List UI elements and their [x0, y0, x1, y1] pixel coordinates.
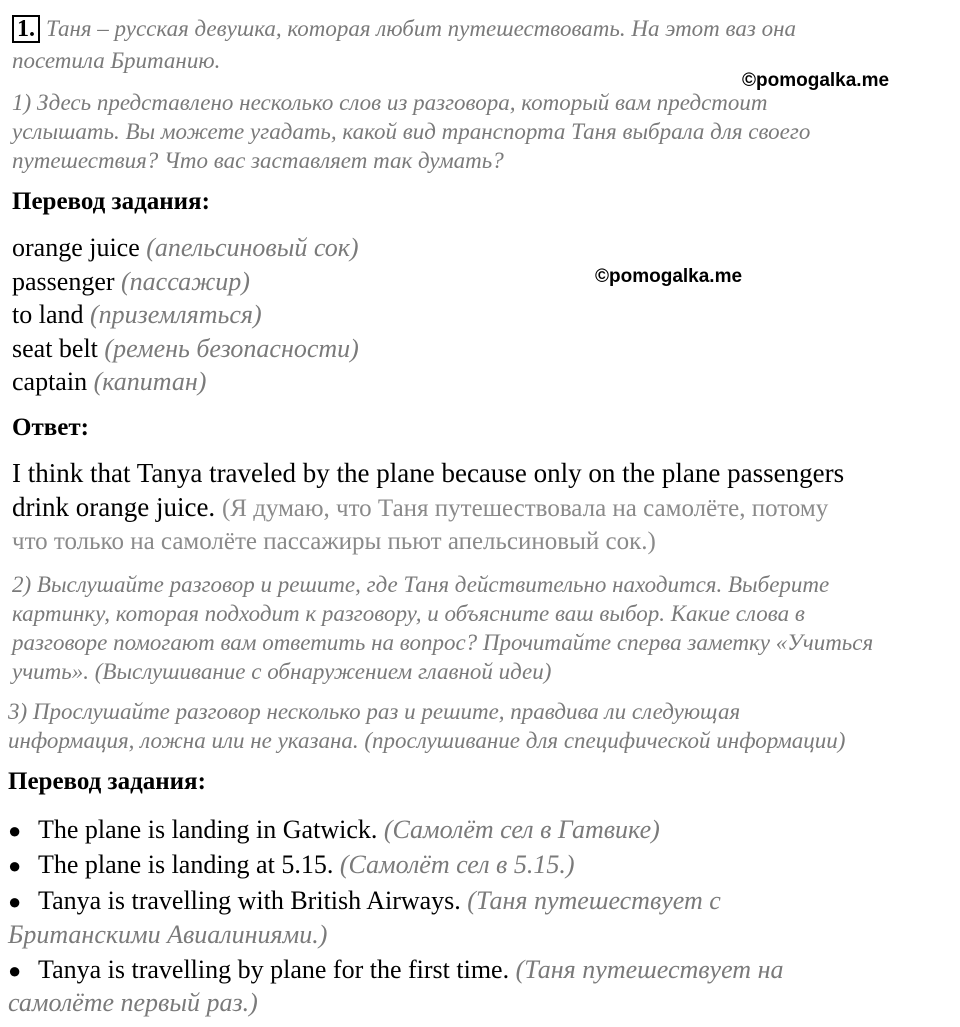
- vocab-en: seat belt: [12, 334, 98, 363]
- task3-line-2: информация, ложна или не указана. (прослушивание для специфической информации): [8, 728, 846, 753]
- vocab-en: orange juice: [12, 233, 140, 262]
- task3-line-1: 3) Прослушайте разговор несколько раз и решите, правдива ли следующая: [8, 699, 741, 724]
- vocab-item: [12, 265, 250, 299]
- translation-heading-1: Перевод задания:: [12, 188, 210, 215]
- statement-en: Tanya is travelling by plane for the first time.: [38, 955, 510, 984]
- task2-line-2: картинку, которая подходит к разговору, и объясните ваш выбор. Какие слова в: [12, 601, 805, 626]
- intro-line-1: [12, 14, 796, 43]
- vocab-ru: (приземляться): [90, 300, 262, 329]
- statement-en: The plane is landing at 5.15.: [38, 850, 334, 879]
- statement-item: [8, 953, 783, 988]
- task1-line-3: путешествия? Что вас заставляет так думать?: [12, 148, 504, 173]
- statement-item: [8, 813, 660, 848]
- vocab-item: [12, 231, 359, 265]
- task2-line-3: разговоре помогают вам ответить на вопрос? Прочитайте сперва заметку «Учиться: [12, 630, 874, 655]
- statement-ru: (Таня путешествует с: [467, 886, 721, 915]
- bullet-icon: ●: [8, 853, 22, 878]
- task1-line-2: услышать. Вы можете угадать, какой вид транспорта Таня выбрала для своего: [12, 119, 811, 144]
- vocab-ru: (пассажир): [121, 267, 250, 296]
- vocab-en: captain: [12, 367, 88, 396]
- intro-line-2: посетила Британию.: [12, 48, 221, 73]
- task2-line-1: 2) Выслушайте разговор и решите, где Таня действительно находится. Выберите: [12, 572, 830, 597]
- answer-line-2: [12, 490, 828, 526]
- task2-line-4: учить». (Выслушивание с обнаружением главной идеи): [12, 659, 552, 684]
- vocab-ru: (ремень безопасности): [104, 334, 359, 363]
- task1-line-1: 1) Здесь представлено несколько слов из разговора, который вам предстоит: [12, 90, 768, 115]
- answer-line-1: I think that Tanya traveled by the plane because only on the plane passengers: [12, 458, 845, 488]
- vocab-ru: (апельсиновый сок): [146, 233, 359, 262]
- statement-ru-continued: самолёте первый раз.): [8, 988, 258, 1017]
- watermark: ©pomogalka.me: [742, 70, 890, 91]
- answer-en-end: drink orange juice.: [12, 492, 216, 522]
- bullet-icon: ●: [8, 958, 22, 983]
- statement-ru: (Таня путешествует на: [515, 955, 784, 984]
- answer-heading: Ответ:: [12, 414, 89, 441]
- intro-text-1: Таня – русская девушка, которая любит путешествовать. На этот ваз она: [46, 16, 797, 41]
- statement-en: The plane is landing in Gatwick.: [38, 815, 378, 844]
- vocab-item: [12, 298, 262, 332]
- vocab-item: [12, 332, 359, 366]
- vocab-ru: (капитан): [93, 367, 207, 396]
- statement-ru: (Самолёт сел в 5.15.): [339, 850, 575, 879]
- bullet-icon: ●: [8, 818, 22, 843]
- bullet-icon: ●: [8, 889, 22, 914]
- statement-en: Tanya is travelling with British Airways.: [38, 886, 461, 915]
- translation-heading-2: Перевод задания:: [8, 768, 206, 795]
- vocab-item: [12, 365, 206, 399]
- answer-ru-end: что только на самолёте пассажиры пьют апельсиновый сок.): [12, 528, 656, 555]
- vocab-en: to land: [12, 300, 84, 329]
- statement-item: [8, 848, 574, 883]
- statement-item: [8, 884, 721, 919]
- answer-ru-start: (Я думаю, что Таня путешествовала на самолёте, потому: [221, 495, 829, 522]
- watermark: ©pomogalka.me: [595, 266, 743, 287]
- statement-ru-continued: Британскими Авиалиниями.): [8, 920, 328, 949]
- exercise-number: 1.: [12, 15, 40, 43]
- statement-ru: (Самолёт сел в Гатвике): [383, 815, 660, 844]
- vocab-en: passenger: [12, 267, 115, 296]
